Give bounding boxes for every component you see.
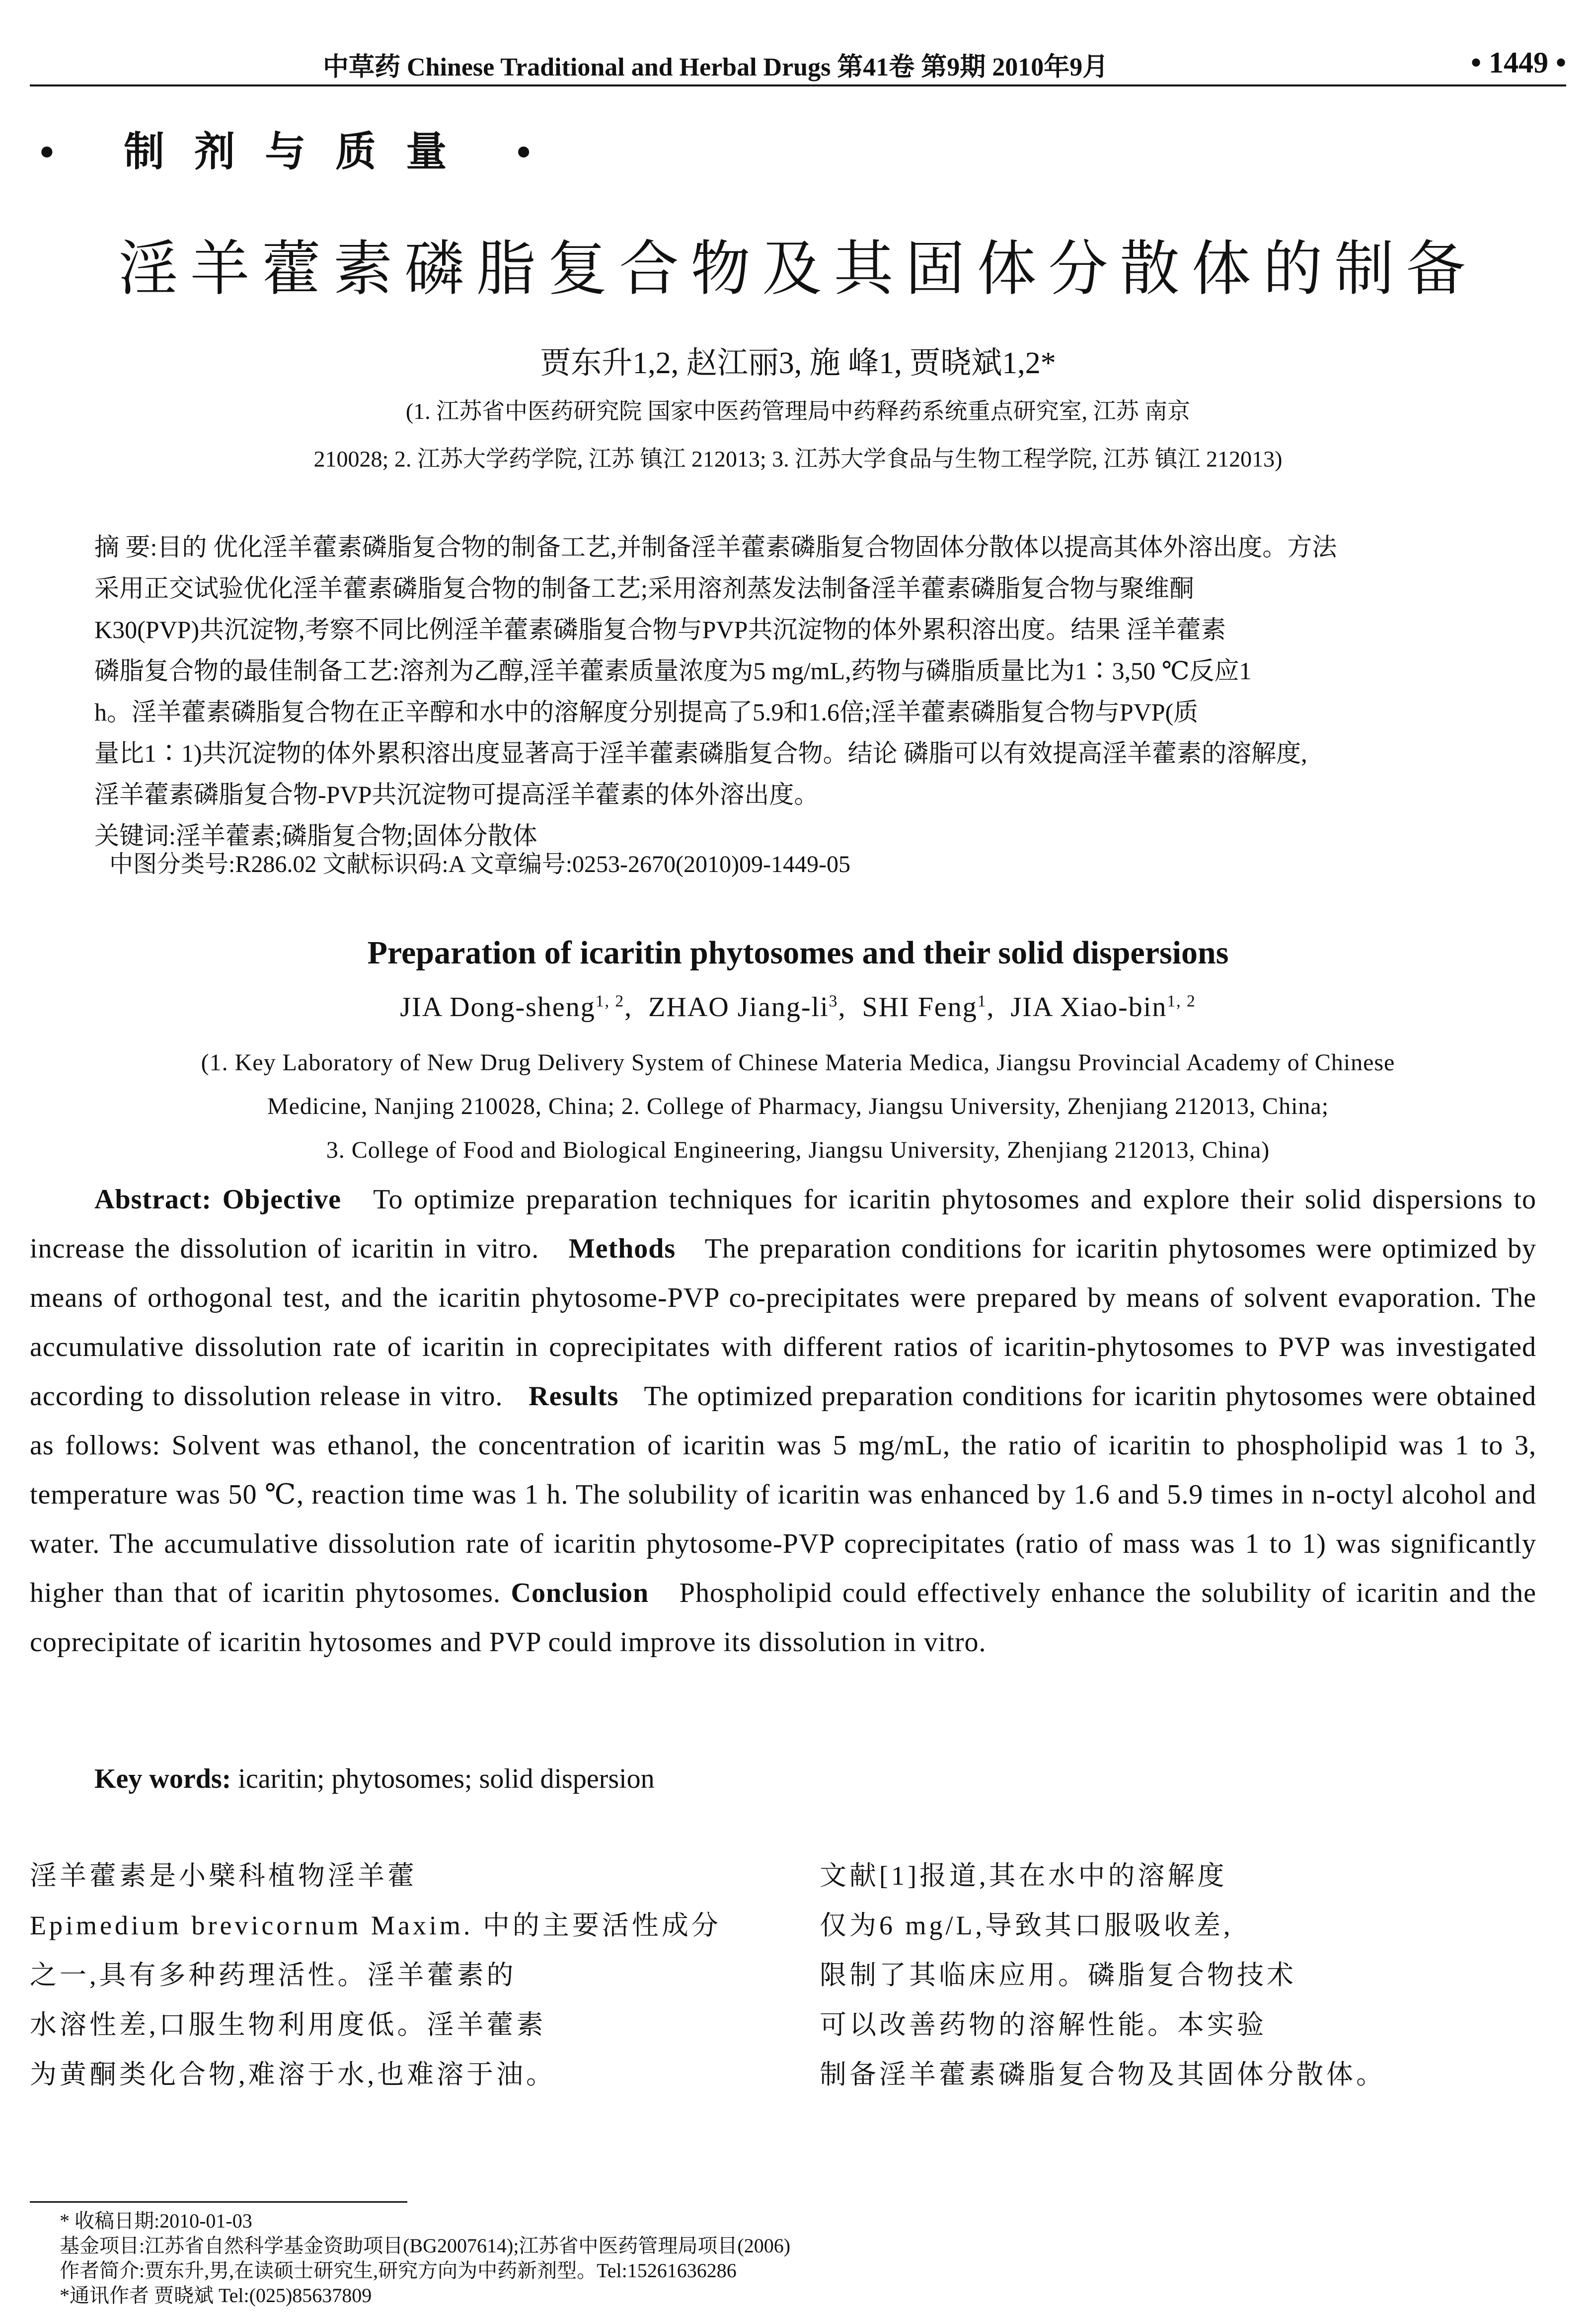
author-sup: 1, 2 bbox=[1167, 992, 1196, 1011]
methods-label: Methods bbox=[568, 1233, 676, 1264]
running-header bbox=[30, 20, 1566, 86]
affiliation-line: (1. Key Laboratory of New Drug Delivery System of Chinese Materia Medica, Jiangsu Provincial Academy of Chinese bbox=[201, 1049, 1395, 1076]
journal-header-text: 中草药 Chinese Traditional and Herbal Drugs 第41卷 第9期 2010年9月 bbox=[323, 53, 1109, 81]
chinese-title: 淫羊藿素磷脂复合物及其固体分散体的制备 bbox=[118, 236, 1478, 302]
chinese-authors: 贾东升1,2, 赵江丽3, 施 峰1, 贾晓斌1,2* bbox=[540, 346, 1056, 380]
page-number: • 1449 • bbox=[1470, 46, 1566, 79]
author-name: ZHAO Jiang-li bbox=[648, 992, 829, 1023]
author-sup: 3 bbox=[829, 992, 838, 1011]
affiliation-line: Medicine, Nanjing 210028, China; 2. College of Pharmacy, Jiangsu University, Zhenjiang 212013, China; bbox=[267, 1093, 1329, 1119]
footnotes: * 收稿日期:2010-01-03 基金项目:江苏省自然科学基金资助项目(BG2007614);江苏省中医药管理局项目(2006) 作者简介:贾东升,男,在读硕士研究生,研究方向为中药新剂型。Tel:15261636286 *通讯作者 贾晓斌 Tel:(025)85637809 bbox=[60, 2210, 791, 2307]
classification-line: 中图分类号:R286.02 文献标识码:A 文章编号:0253-2670(2010)09-1449-05 bbox=[109, 851, 850, 878]
methods-text: The preparation conditions for icaritin phytosomes were optimized by means of orthogonal test, and the icaritin phytosome-PVP co-precipitates were prepared by means of solvent evaporation. The accumulative dissolution rate of icaritin in coprecipitates with different ratios of icaritin-phytosomes to PVP was investigated according to dissolution release in vitro. bbox=[30, 1233, 1536, 1412]
objective-label: Objective bbox=[222, 1184, 341, 1215]
objective-text: To optimize preparation techniques for icaritin phytosomes and explore their solid dispersions to increase the dissolution of icaritin in vitro. bbox=[30, 1184, 1536, 1264]
body-right-column: 文献[1]报道,其在水中的溶解度 仅为6 mg/L,导致其口服吸收差, 限制了其临床应用。磷脂复合物技术 可以改善药物的溶解性能。本实验 制备淫羊藿素磷脂复合物及其固体分散体。 bbox=[820, 1861, 1386, 2089]
keywords-label: Key words: bbox=[94, 1763, 231, 1794]
author-sup: 1 bbox=[977, 992, 987, 1011]
chinese-abstract: 摘 要:目的 优化淫羊藿素磷脂复合物的制备工艺,并制备淫羊藿素磷脂复合物固体分散体以提高其体外溶出度。方法 采用正交试验优化淫羊藿素磷脂复合物的制备工艺;采用溶剂蒸发法制备淫羊藿素磷脂复合物与聚维酮 K30(PVP)共沉淀物,考察不同比例淫羊藿素磷脂复合物与PVP共沉淀物的体外累积溶出度。结果 淫羊藿素 磷脂复合物的最佳制备工艺:溶剂为乙醇,淫羊藿素质量浓度为5 mg/mL,药物与磷脂质量比为1∶3,50 ℃反应1 h。淫羊藿素磷脂复合物在正辛醇和水中的溶解度分别提高了5.9和1.6倍;淫羊藿素磷脂复合物与PVP(质 量比1∶1)共沉淀物的体外累积溶出度显著高于淫羊藿素磷脂复合物。结论 磷脂可以有效提高淫羊藿素的溶解度, 淫羊藿素磷脂复合物-PVP共沉淀物可提高淫羊藿素的体外溶出度。 关键词:淫羊藿素;磷脂复合物;固体分散体 bbox=[94, 533, 1337, 850]
english-authors: JIA Dong-sheng$^{1, 2}$, ZHAO Jiang-$li^3$, SHI Feng$^1$, JIA Xiao-bin$^{1, 2}$ bbox=[400, 992, 1196, 1023]
results-label: Results bbox=[529, 1381, 619, 1412]
english-abstract bbox=[30, 1175, 1536, 1667]
affiliation-line: 3. College of Food and Biological Engineering, Jiangsu University, Zhenjiang 212013, China) bbox=[326, 1137, 1270, 1163]
section-tag: • 制剂与质量 • bbox=[40, 129, 561, 174]
conclusion-text: Phospholipid could effectively enhance the solubility of icaritin and the coprecipitate of icaritin hytosomes and PVP could improve its dissolution in vitro. bbox=[30, 1578, 1537, 1658]
author-name: SHI Feng bbox=[862, 992, 978, 1023]
chinese-affiliations: (1. 江苏省中医药研究院 国家中医药管理局中药释药系统重点研究室, 江苏 南京 210028; 2. 江苏大学药学院, 江苏 镇江 212013; 3. 江苏大学食品与生物工程学院, 江苏 镇江 212013) bbox=[313, 399, 1283, 472]
author-sup: 1, 2 bbox=[595, 992, 625, 1011]
footnote-rule bbox=[30, 2201, 407, 2203]
english-title: Preparation of icaritin phytosomes and their solid dispersions bbox=[367, 935, 1229, 971]
conclusion-label: Conclusion bbox=[511, 1578, 649, 1608]
keywords bbox=[94, 1763, 655, 1795]
author-name: JIA Xiao-bin bbox=[1010, 992, 1167, 1023]
author-name: JIA Dong-sheng bbox=[400, 992, 596, 1023]
results-text: The optimized preparation conditions for icaritin phytosomes were obtained as follows: Solvent was ethanol, the concentration of icaritin was 5 mg/mL, the ratio of icaritin to phospholipid was 1 to 3, temperature was 50 ℃, reaction time was 1 h. The solubility of icaritin was enhanced by 1.6 and 5.9 times in n-octyl alcohol and water. The accumulative dissolution rate of icaritin phytosome-PVP coprecipitates (ratio of mass was 1 to 1) was significantly higher than that of icaritin phytosomes. bbox=[30, 1381, 1537, 1608]
keywords-text: icaritin; phytosomes; solid dispersion bbox=[238, 1763, 655, 1794]
abstract-label: Abstract: bbox=[94, 1184, 212, 1215]
english-affiliations bbox=[60, 1041, 1536, 1172]
body-left-column: 淫羊藿素是小檗科植物淫羊藿 Epimedium brevicornum Maxim. 中的主要活性成分 之一,具有多种药理活性。淫羊藿素的 水溶性差,口服生物利用度低。淫羊藿素 为黄酮类化合物,难溶于水,也难溶于油。 bbox=[30, 1861, 721, 2089]
